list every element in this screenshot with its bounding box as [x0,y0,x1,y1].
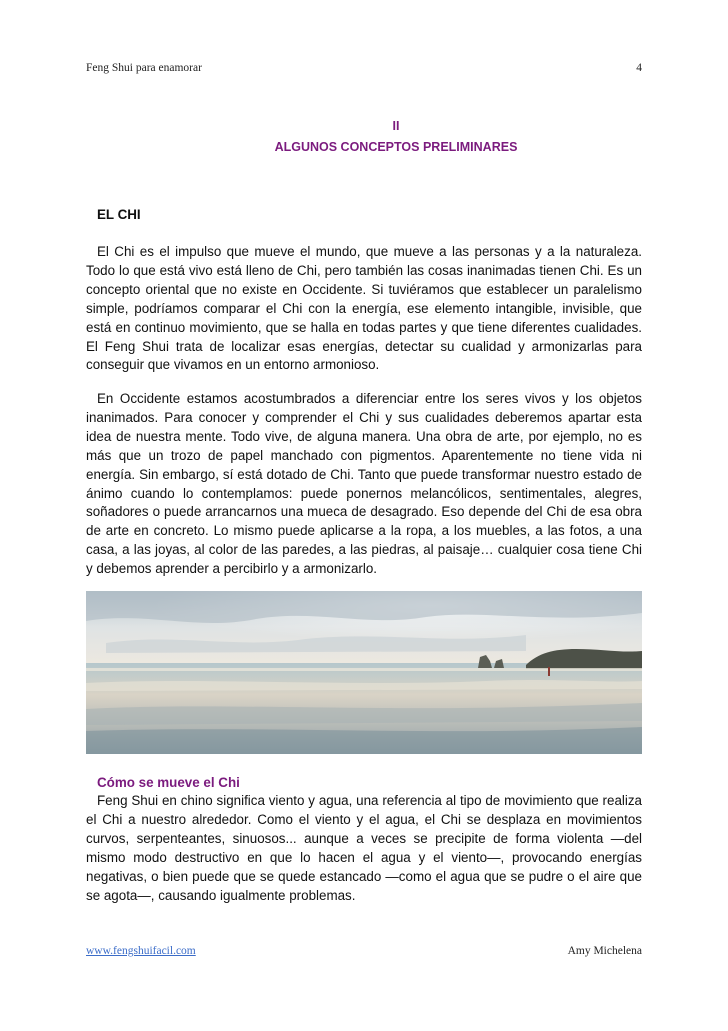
page-number: 4 [636,62,642,74]
beach-photo [86,591,642,754]
author-name: Amy Michelena [567,945,642,957]
section-heading: EL CHI [97,207,141,222]
body-paragraph: En Occidente estamos acostumbrados a diferenciar entre los seres vivos y los objetos inanimados. Para conocer y comprender el Chi y sus cualidades deberemos apartar esta idea de nuestra mente. Todo vive, de alguna manera. Una obra de arte, por ejemplo, no es más que un trozo de papel manchado con pigmentos. Aparentemente no tiene vida ni energía. Sin embargo, sí está dotado de Chi. Tanto que puede transformar nuestro estado de ánimo cuando lo contemplamos: puede ponernos melancólicos, sentimentales, alegres, soñadores o puede arrancarnos una mueca de desagrado. Eso depende del Chi de esa obra de arte en concreto. Lo mismo puede aplicarse a la ropa, a los muebles, a las fotos, a una casa, a las joyas, al color de las paredes, a las piedras, al paisaje… cualquier cosa tiene Chi y debemos aprender a percibirlo y a armonizarlo. [86,391,642,577]
chapter-number: II [392,119,400,133]
running-title: Feng Shui para enamorar [86,62,202,74]
subsection-heading: Cómo se mueve el Chi [97,775,240,790]
running-header [86,62,642,74]
body-paragraph: El Chi es el impulso que mueve el mundo, que mueve a las personas y a la naturaleza. Todo lo que está vivo está lleno de Chi, pero también las cosas inanimadas tienen Chi. Es un concepto oriental que no existe en Occidente. Si tuviéramos que establecer un paralelismo simple, podríamos comparar el Chi con la energía, ese elemento intangible, invisible, que está en continuo movimiento, que se halla en todas partes y que tiene diferentes cualidades. El Feng Shui trata de localizar esas energías, detectar su cualidad y armonizarlas para conseguir que vivamos en un entorno armonioso. [86,244,642,373]
website-link[interactable]: www.fengshuifacil.com [86,945,196,957]
beach-landscape-image [86,591,642,754]
chapter-title: ALGUNOS CONCEPTOS PRELIMINARES [274,140,518,154]
body-paragraph: Feng Shui en chino significa viento y agua, una referencia al tipo de movimiento que realiza el Chi a nuestro alrededor. Como el viento y el agua, el Chi se desplaza en movimientos curvos, serpenteantes, sinuosos... aunque a veces se precipite de forma violenta —del mismo modo destructivo en que lo hacen el agua y el viento—, provocando energías negativas, o bien puede que se quede estancado —como el agua que se pudre o el aire que se agota—, causando igualmente problemas. [86,793,642,903]
